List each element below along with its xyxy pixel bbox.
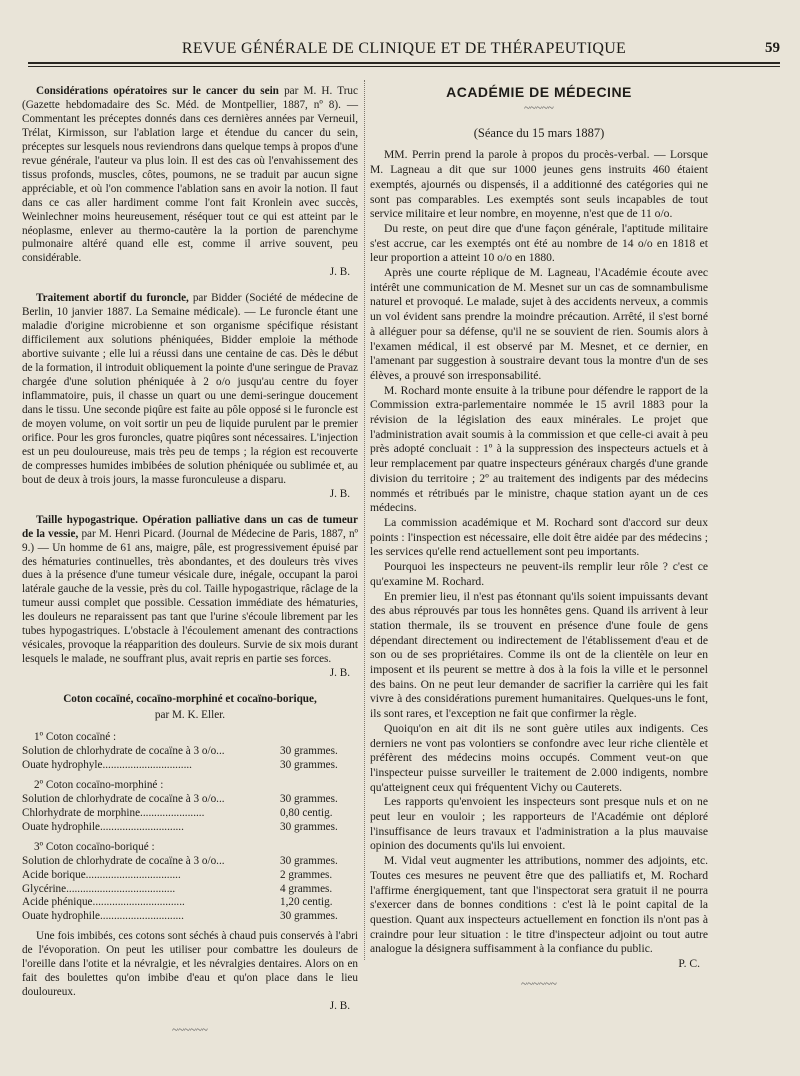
formula-section: [22, 779, 358, 835]
report-paragraph: Du reste, on peut dire que d'une façon générale, l'aptitude militaire s'est accrue, car les exemptés ont été au nombre de 14 o/o en 1818 et leur proportion a atteint 10 o/o en 1880.: [370, 221, 708, 265]
report-paragraph: Pourquoi les inspecteurs ne peuvent-ils remplir leur rôle ? c'est ce qu'examine M. Rochard.: [370, 560, 708, 588]
formula-row: Ouate hydrophyle................................ 30 grammes.: [22, 758, 338, 771]
article-body: — Un homme de 61 ans, maigre, pâle, est progressivement épuisé par des hématuries continuelles, très abondantes, et des douleurs très vives dues à la présence d'une tumeur vésicale dure, inégale, occupant la paroi latérale gauche de la vessie, près du col. Taille hypogastrique, râclage de la tumeur aussi complet que possible. Cessation immédiate des hématuries, les douleurs ne reparaissent pas tant que l'urine s'écoule librement par les tubes hypogastriques. L'obstacle à l'écoulement amenant des contractions vésicales, provoque la réapparition des douleurs. Survie de six mois durant lesquels le malade, ne souffrant plus, avait repris en partie ses forces.: [22, 541, 358, 666]
article-taille-hypogastrique: [22, 514, 358, 681]
journal-title: REVUE GÉNÉRALE DE CLINIQUE ET DE THÉRAPEUTIQUE: [181, 40, 627, 57]
article-title: Coton cocaïné, cocaïno-morphiné et cocaïno-borique,: [63, 693, 317, 706]
flourish-ornament: ~~~~~: [524, 101, 554, 114]
section-title: ACADÉMIE DE MÉDECINE: [446, 84, 632, 100]
formula-row: Ouate hydrophile.............................. 30 grammes.: [22, 820, 338, 833]
article-signature: J. B.: [329, 266, 350, 279]
formula-heading: 1º Coton cocaïné :: [34, 730, 117, 743]
article-furoncle: [22, 292, 358, 501]
flourish-ornament: ~~~~~~: [521, 977, 557, 990]
article-body: Une fois imbibés, ces cotons sont séchés à chaud puis conservés à l'abri de l'évoporation. On peut les utiliser pour combattre les douleurs de l'oreille dans l'otite et la névralgie, et les névralgies dentaires. Alors on en fait des boulettes qu'on imbibe d'eau et qu'on place dans le lieu douloureux.: [22, 930, 358, 999]
report-paragraph: La commission académique et M. Rochard sont d'accord sur deux points : l'inspection est nécessaire, elle doit être aidée par des médecins ; les services qu'elle rend actuellement sont peu importants.: [370, 515, 708, 559]
formula-section: [22, 841, 358, 925]
formula-row: Acide phénique................................. 1,20 centig.: [22, 896, 333, 909]
left-column: [22, 85, 358, 1048]
academy-report: [370, 148, 708, 989]
formula-heading: 3º Coton cocaïno-boriqué :: [34, 840, 155, 853]
page-number: 59: [765, 40, 780, 56]
formula-row: Solution de chlorhydrate de cocaïne à 3 o/o... 30 grammes.: [22, 744, 338, 757]
report-paragraph: Après une courte réplique de M. Lagneau, l'Académie écoute avec intérêt une communication de M. Mesnet sur un cas de somnambulisme naturel et provoqué. Le malade, sujet à des accidents nerveux, a commis un vol évident sans prendre la moindre précaution. Arrêté, il s'est borné à alléguer pour sa défense, qu'il ne se souvient de rien. Soumis alors à l'examen médical, il est observé par M. Mesnet, et ce dernier, en l'amenant par suggestion à soustraire devant tous la montre d'un de ses élèves, a prouvé son irresponsabilité.: [370, 266, 708, 382]
report-paragraph: Quoiqu'on en ait dit ils ne sont guère utiles aux indigents. Ces derniers ne vont pas volontiers se confondre avec leur riche clientèle et préfèrent des médecins moins occupés. Comment veut-on que l'inspecteur puisse surveiller le traitement de 2.000 indigents, nombre qu'atteignent ceux qui fréquentent Vichy ou Cauterets.: [370, 721, 708, 794]
seance-date: (Séance du 15 mars 1887): [473, 125, 605, 140]
article-body: — Commentant les préceptes donnés dans ces dernières années par Verneuil, Trélat, Kirmisson, sur l'ablation large et étendue du cancer du sein, préceptes sur lesquels nous reviendrons dans quelque temps à propos d'une revue générale, l'auteur va plus loin. Il est des cas où l'envahissement des tissus profonds, muscles, côtes, poumons, ne se traduit par aucun signe appréciable, et où l'on commence l'ablation sans en avoir la notion. Il faut dans ce cas aller hardiment comme l'ont fait Kronlein avec succès, Weinlechner moins heureusement, réséquer tout ce qui est atteint par le néoplasme, enlever au thermo-cautère la la portion de parenchyme pulmonaire altéré quand elle est, comme il arrive souvent, peu considérable.: [22, 98, 359, 265]
formula-row: Acide borique.................................. 2 grammes.: [22, 868, 333, 881]
column-divider: [364, 80, 365, 960]
formula-row: Chlorhydrate de morphine....................... 0,80 centig.: [22, 806, 333, 819]
right-column: [370, 85, 708, 990]
article-byline: par Bidder (Société de médecine de Berlin, 10 janvier 1887. La Semaine médicale).: [22, 292, 358, 319]
report-signature: P. C.: [678, 957, 700, 971]
article-byline: par M. Henri Picard. (Journal de Médecine de Paris, 1887, nº 9.): [22, 527, 359, 554]
article-byline: par M. H. Truc (Gazette hebdomadaire des Sc. Méd. de Montpellier, 1887, nº 8).: [22, 85, 358, 111]
article-signature: J. B.: [329, 667, 350, 680]
header-rule-thin: [28, 66, 780, 67]
article-coton-cocaine: [22, 693, 358, 1036]
formula-heading: 2º Coton cocaïno-morphiné :: [34, 778, 164, 791]
article-title: Considérations opératoires sur le cancer du sein: [36, 85, 279, 97]
page-header: [28, 28, 780, 68]
report-paragraph: Les rapports qu'envoient les inspecteurs sont presque nuls et on ne peut leur en vouloir ; les rapporteurs de l'Académie ont déploré l'insuffisance de leurs travaux et l'administration a la plus mauvaise opinion des documents qu'ils lui envoient.: [370, 795, 708, 853]
formula-section: [22, 731, 358, 773]
article-signature: J. B.: [329, 1000, 350, 1013]
report-paragraph: M. Rochard monte ensuite à la tribune pour défendre le rapport de la Commission extra-parlementaire nommée le 15 avril 1883 pour la révision de la législation des eaux minérales. Le projet que l'administration avait soumis à la commission et que celle-ci avait à peu près adopté concluait : 1º à la suppression des inspecteurs actuels et à leur remplacement par quatre inspecteurs généraux chargés d'une grande division du territoire ; 2º au traitement des indigents par des médecins nommés et rétribués par le ministre, chaque station ayant un de ces médecins.: [370, 383, 708, 515]
formula-row: Glycérine....................................... 4 grammes.: [22, 882, 333, 895]
article-body: — Le furoncle étant une maladie d'origine microbienne et son organisme spécifique résistant difficilement aux solutions phéniquées, Bidder emploie la méthode abortive suivante ; elle lui a réussi dans une centaine de cas. Dès le début de la formation, il introduit obliquement la pointe d'une seringue de Pravaz chargée d'une solution phéniquée à 2 o/o jusqu'au centre du foyer inflammatoire, puis, il chasse un quart ou une demi-seringue doucement dans le tissu. Une seconde piqûre est faite au pôle opposé si le furoncle est de moyen volume, on voit sortir un peu de liquide purulent par le premier orifice. Pour les gros furoncles, quatre piqûres sont nécessaires. L'injection est un peu douloureuse, mais très peu de temps ; la région est recouverte de compresses humides imbibées de solution phéniquée ou sublimée et, au bout de deux à trois jours, la masse furonculeuse a disparu.: [22, 306, 358, 486]
formula-row: Solution de chlorhydrate de cocaïne à 3 o/o... 30 grammes.: [22, 792, 338, 805]
report-paragraph: MM. Perrin prend la parole à propos du procès-verbal. — Lorsque M. Lagneau a dit que sur 1000 jeunes gens instruits 460 étaient exemptés, ajournés ou dispensés, il a additionné des catégories qui ne sont pas comparables. Les exemptés sont seuls incapables de tout service militaire et leur nombre, en moyenne, n'est que de 11 o/o.: [370, 148, 708, 221]
article-byline: par M. K. Eller.: [154, 709, 226, 722]
report-paragraph: M. Vidal veut augmenter les attributions, nommer des adjoints, etc. Toutes ces mesures ne peuvent être que des palliatifs et, M. Rochard l'affirme énergiquement, tant que l'inspectorat sera gratuit il ne pourra s'exercer dans de bonnes conditions : c'est là le point capital de la question. Quant aux inspecteurs actuellement en fonction ils n'ont pas à craindre pour leur situation : le titre d'inspecteur adjoint ou tout autre analogue la désignera suffisamment à la confiance du public.: [370, 854, 708, 956]
article-title: Traitement abortif du furoncle,: [36, 292, 189, 305]
header-rule: [28, 62, 780, 64]
flourish-ornament: ~~~~~~: [172, 1024, 208, 1037]
article-title: Taille hypogastrique. Opération palliative dans un cas de tumeur de la vessie,: [22, 513, 358, 540]
article-signature: J. B.: [329, 487, 350, 500]
report-paragraph: En premier lieu, il n'est pas étonnant qu'ils soient impuissants devant des abus réprouvés par tous les honnêtes gens. Quand ils arrivent à leur station thermale, ils se trouvent en présence d'une foule de gens dépendant directement ou indirectement de l'établissement d'eau et de son ou de ses propriétaires. Comme ils ont de la clientèle on leur en imposent et ils peurent se mettre à dos à la fois la ville et le personnel des bains. On ne peut leur demander de sacrifier la carrière qui les fait vivre à des considérations purement humanitaires. Quelques-uns le font, ils sont rares, et l'exception ne fait que confirmer la règle.: [370, 589, 708, 721]
formula-row: Ouate hydrophile.............................. 30 grammes.: [22, 910, 338, 923]
article-cancer-sein: [22, 85, 358, 280]
formula-row: Solution de chlorhydrate de cocaïne à 3 o/o... 30 grammes.: [22, 854, 338, 867]
